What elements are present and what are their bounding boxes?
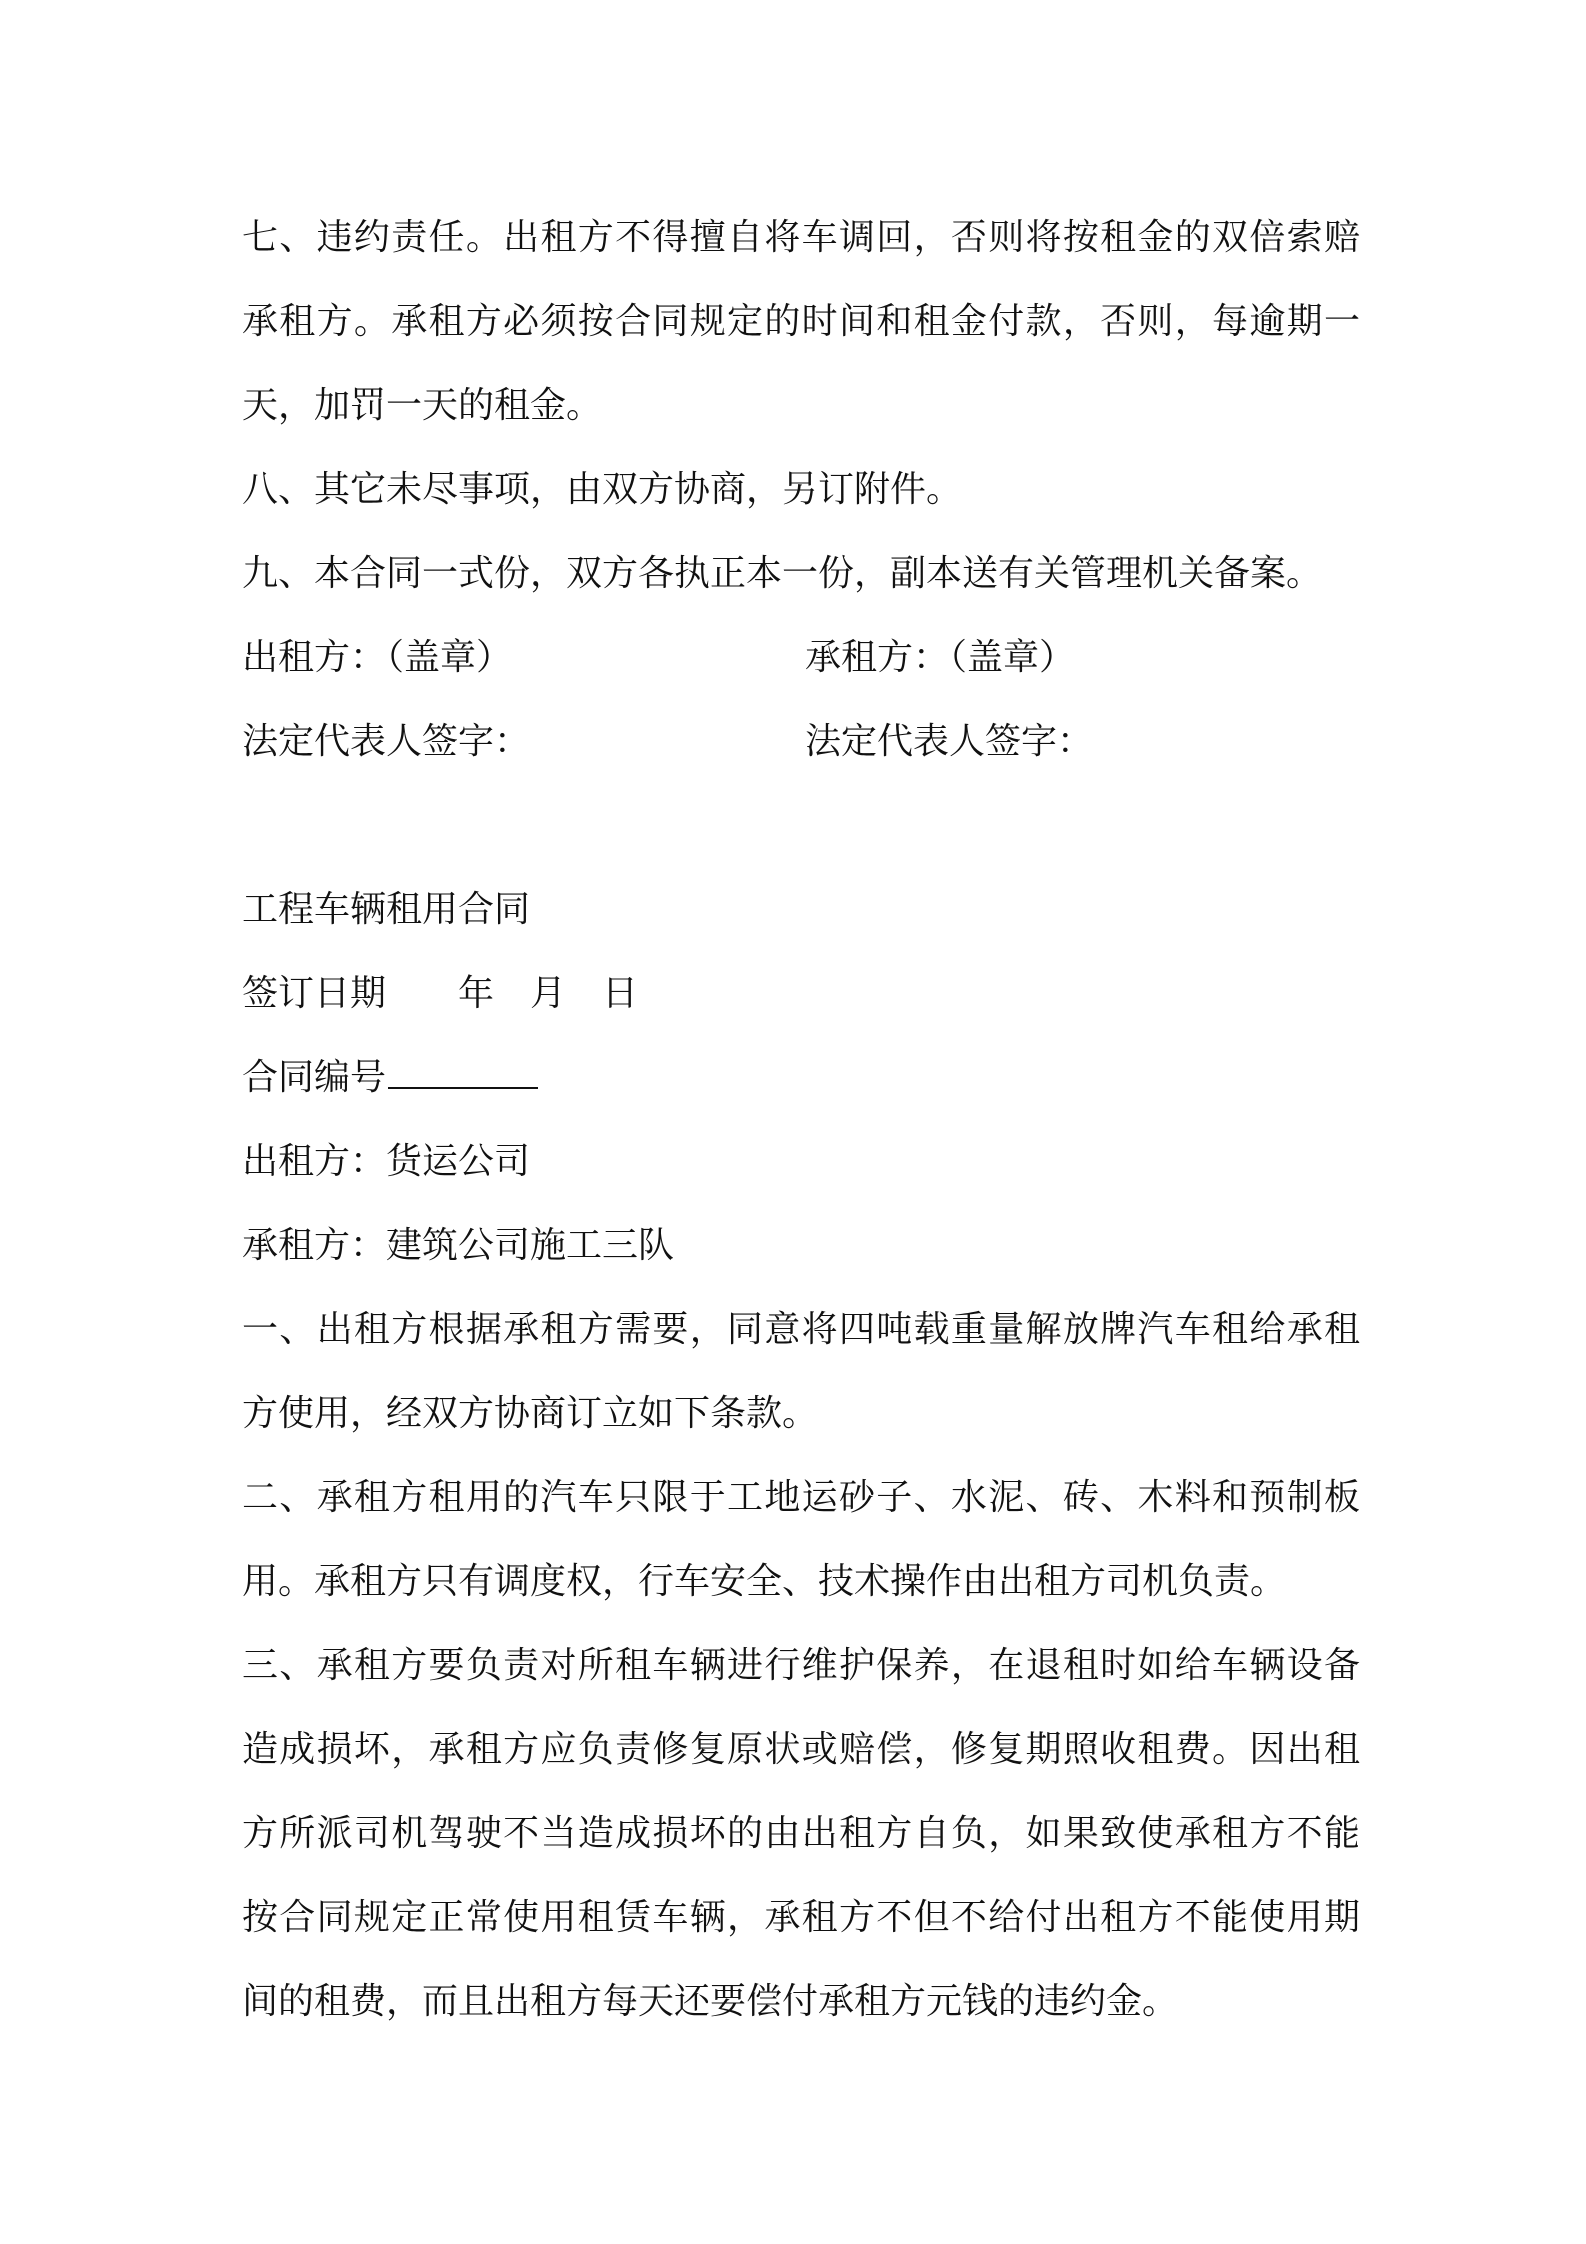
lessor-seal: 出租方：（盖章） [242, 637, 513, 678]
clause2-line1: 二、承租方租用的汽车只限于工地运砂子、水泥、砖、木料和预制板 [242, 1477, 1360, 1518]
date-year: 年 [458, 973, 495, 1014]
contract-number-blank [388, 1057, 538, 1089]
lessor-name: 出租方：货运公司 [242, 1141, 531, 1182]
contract-number [242, 1036, 1360, 1120]
contract-number-label: 合同编号 [242, 1057, 387, 1098]
date-day: 日 [602, 973, 639, 1014]
lessee-seal: 承租方：（盖章） [805, 637, 1076, 678]
clause3-line1: 三、承租方要负责对所租车辆进行维护保养，在退租时如给车辆设备 [242, 1645, 1360, 1686]
section-gap [242, 784, 1360, 868]
document-body [242, 196, 1360, 2044]
clause7-line2: 承租方。承租方必须按合同规定的时间和租金付款，否则，每逾期一 [242, 301, 1360, 342]
clause1-line2: 方使用，经双方协商订立如下条款。 [242, 1393, 819, 1434]
clause7-line3: 天，加罚一天的租金。 [242, 385, 603, 426]
clause1-line1: 一、出租方根据承租方需要，同意将四吨载重量解放牌汽车租给承租 [242, 1309, 1360, 1350]
seal-row [242, 616, 1360, 700]
date-month: 月 [530, 973, 567, 1014]
clause3-line2: 造成损坏，承租方应负责修复原状或赔偿，修复期照收租费。因出租 [242, 1729, 1360, 1770]
signature-row [242, 700, 1360, 784]
clause7-line1: 七、违约责任。出租方不得擅自将车调回，否则将按租金的双倍索赔 [242, 217, 1360, 258]
clause9: 九、本合同一式份，双方各执正本一份，副本送有关管理机关备案。 [242, 553, 1323, 594]
clause3-line4: 按合同规定正常使用租赁车辆，承租方不但不给付出租方不能使用期 [242, 1897, 1360, 1938]
signing-date [242, 952, 1360, 1036]
date-label: 签订日期 [242, 973, 387, 1014]
clause3-line5: 间的租费，而且出租方每天还要偿付承租方元钱的违约金。 [242, 1981, 1179, 2022]
lessee-name: 承租方：建筑公司施工三队 [242, 1225, 675, 1266]
lessor-representative: 法定代表人签字： [242, 721, 531, 762]
contract-title: 工程车辆租用合同 [242, 889, 531, 930]
clause8: 八、其它未尽事项，由双方协商，另订附件。 [242, 469, 963, 510]
clause3-line3: 方所派司机驾驶不当造成损坏的由出租方自负，如果致使承租方不能 [242, 1813, 1360, 1854]
lessee-representative: 法定代表人签字： [805, 721, 1094, 762]
clause2-line2: 用。承租方只有调度权，行车安全、技术操作由出租方司机负责。 [242, 1561, 1287, 1602]
